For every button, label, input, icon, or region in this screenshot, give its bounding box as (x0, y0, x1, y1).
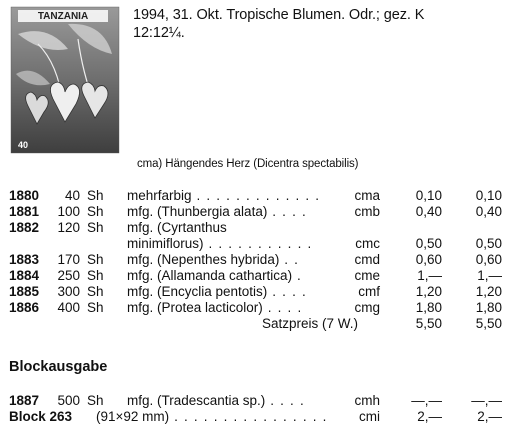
currency: Sh (87, 220, 104, 235)
price-used: 0,60 (475, 252, 502, 267)
catalog-number: 1883 (9, 252, 40, 267)
face-value: 500 (57, 393, 80, 408)
image-code: cmb (354, 204, 380, 219)
price-mint: 0,50 (415, 236, 442, 251)
face-value: 400 (57, 300, 80, 315)
price-mint: 1,20 (415, 284, 442, 299)
price-used: 1,80 (475, 300, 502, 315)
list-item (0, 268, 512, 284)
currency: Sh (87, 268, 104, 283)
issue-header (133, 6, 508, 42)
catalog-number: 1885 (9, 284, 40, 299)
price-used: 1,20 (475, 284, 502, 299)
face-value: 100 (57, 204, 80, 219)
list-item (0, 188, 512, 204)
block-list (0, 393, 512, 425)
price-used: 0,10 (475, 188, 502, 203)
price-mint: 1,— (417, 268, 442, 283)
image-code: cmi (359, 409, 380, 424)
image-code: cmg (354, 300, 380, 315)
currency: Sh (87, 252, 104, 267)
list-item (0, 300, 512, 316)
set-price-label: Satzpreis (7 W.) (262, 316, 359, 331)
price-used: 0,40 (475, 204, 502, 219)
description: mfg. (Thunbergia alata) . . . . (127, 204, 307, 219)
face-value: 120 (57, 220, 80, 235)
list-item (0, 204, 512, 220)
price-used: 2,— (477, 409, 502, 424)
face-value: 300 (57, 284, 80, 299)
image-caption: cma) Hängendes Herz (Dicentra spectabilis) (137, 158, 359, 170)
description: mfg. (Cyrtanthus (127, 220, 227, 235)
block-number: Block 263 (9, 409, 73, 424)
stamp-value: 40 (18, 140, 29, 150)
description: mfg. (Allamanda cathartica) . (127, 268, 302, 283)
price-used: 0,50 (475, 236, 502, 251)
section-title: Blockausgabe (9, 359, 108, 375)
list-item (0, 409, 512, 425)
price-used: 1,— (477, 268, 502, 283)
stamp-image (8, 4, 122, 156)
catalog-number: 1884 (9, 268, 40, 283)
block-dimensions: (91×92 mm) . . . . . . . . . . . . . . . . (96, 409, 328, 424)
stamp-list (0, 188, 512, 332)
image-code: cmd (354, 252, 380, 267)
image-code: cmh (354, 393, 380, 408)
price-mint: 0,60 (415, 252, 442, 267)
list-item (0, 220, 512, 236)
set-price-used: 5,50 (475, 316, 502, 331)
description: mfg. (Protea lacticolor) . . . . (127, 300, 303, 315)
currency: Sh (87, 284, 104, 299)
header-line-2: 12:12¼. (133, 25, 185, 41)
currency: Sh (87, 204, 104, 219)
face-value: 170 (57, 252, 80, 267)
face-value: 250 (57, 268, 80, 283)
image-code: cme (354, 268, 380, 283)
image-code: cmf (358, 284, 380, 299)
description: mehrfarbig . . . . . . . . . . . . . (127, 188, 321, 203)
face-value: 40 (64, 188, 80, 203)
currency: Sh (87, 300, 104, 315)
stamp-country: TANZANIA (37, 11, 89, 22)
list-item (0, 252, 512, 268)
description: mfg. (Encyclia pentotis) . . . . (127, 284, 307, 299)
catalog-number: 1880 (9, 188, 40, 203)
catalog-number: 1881 (9, 204, 40, 219)
description: mfg. (Tradescantia sp.) . . . . (127, 393, 305, 408)
currency: Sh (87, 188, 104, 203)
currency: Sh (87, 393, 104, 408)
catalog-number: 1882 (9, 220, 40, 235)
set-price-mint: 5,50 (415, 316, 442, 331)
price-mint: 1,80 (415, 300, 442, 315)
price-used: —,— (471, 393, 502, 408)
catalog-number: 1887 (9, 393, 40, 408)
list-item (0, 284, 512, 300)
description: minimiflorus) . . . . . . . . . . . (127, 236, 313, 251)
description: mfg. (Nepenthes hybrida) . . (127, 252, 300, 267)
image-code: cmc (355, 236, 380, 251)
price-mint: 0,10 (415, 188, 442, 203)
list-item (0, 393, 512, 409)
price-mint: 2,— (417, 409, 442, 424)
price-mint: —,— (411, 393, 442, 408)
set-price-row (0, 316, 512, 332)
list-item (0, 236, 512, 252)
price-mint: 0,40 (415, 204, 442, 219)
catalog-number: 1886 (9, 300, 40, 315)
header-line-1: 1994, 31. Okt. Tropische Blumen. Odr.; gez. K (133, 7, 425, 23)
image-code: cma (354, 188, 380, 203)
